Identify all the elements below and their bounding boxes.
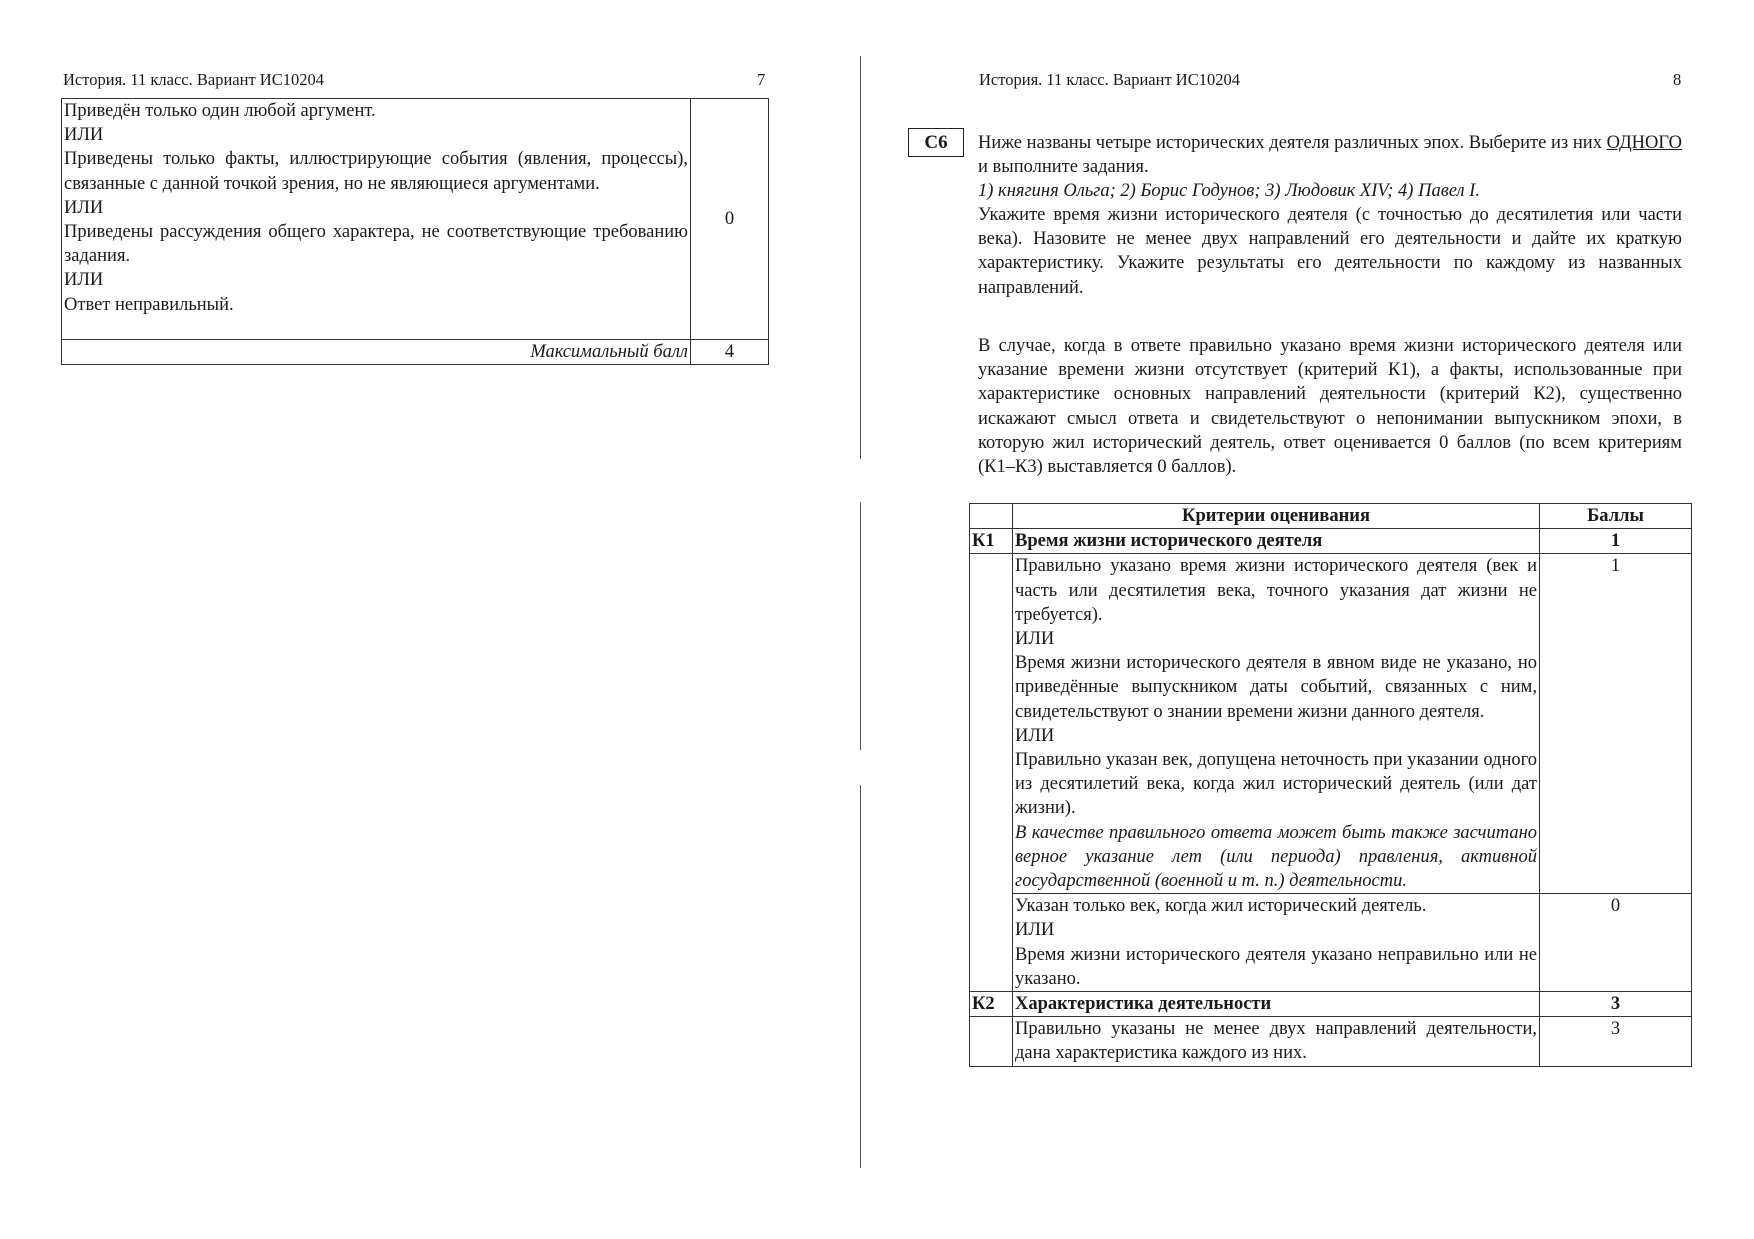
criteria-line: Приведён только один любой аргумент. bbox=[64, 101, 376, 121]
criteria-table bbox=[969, 503, 1692, 1067]
criterion-max: 1 bbox=[1540, 529, 1692, 554]
or-separator: ИЛИ bbox=[64, 197, 104, 218]
header-points: Баллы bbox=[1540, 504, 1692, 529]
criteria-line: Правильно указан век, допущена неточность при указании одного из десятилетий века, когда жил исторический деятель (или дат жизни). bbox=[1015, 750, 1537, 819]
task-intro-emphasis: ОДНОГО bbox=[1606, 133, 1682, 153]
task-intro-text: и выполните задания. bbox=[978, 157, 1149, 178]
criteria-cell bbox=[1013, 894, 1540, 992]
criteria-cell: Правильно указаны не менее двух направлений деятельности, дана характеристика каждого из них. bbox=[1013, 1017, 1540, 1066]
criteria-italic-note: В качестве правильного ответа может быть также засчитано верное указание лет (или периода) правления, активной государственной (военной и т. п.) деятельности. bbox=[1015, 822, 1537, 892]
criterion-code: К1 bbox=[970, 529, 1013, 554]
criterion-title: Характеристика деятельности bbox=[1013, 992, 1540, 1017]
criterion-max: 3 bbox=[1540, 992, 1692, 1017]
criteria-line: Ответ неправильный. bbox=[64, 294, 234, 315]
criteria-line: Время жизни исторического деятеля в явном виде не указано, но приведённые выпускником даты событий, связанных с ним, свидетельствуют о знании времени жизни данного деятеля. bbox=[1015, 653, 1537, 722]
criteria-line: Указан только век, когда жил исторический деятель. bbox=[1015, 896, 1427, 917]
right-page-header: История. 11 класс. Вариант ИС10204 bbox=[979, 70, 1240, 89]
left-page-number: 7 bbox=[757, 70, 766, 89]
max-score-label: Максимальный балл bbox=[62, 340, 691, 365]
page-divider bbox=[860, 785, 861, 1168]
empty-code-cell bbox=[970, 1017, 1013, 1066]
left-page-header: История. 11 класс. Вариант ИС10204 bbox=[63, 70, 324, 89]
header-code-cell bbox=[970, 504, 1013, 529]
page-divider bbox=[860, 56, 861, 459]
figures-list: 1) княгиня Ольга; 2) Борис Годунов; 3) Людовик XIV; 4) Павел I. bbox=[978, 181, 1480, 201]
score-cell: 0 bbox=[691, 99, 769, 340]
task-instruction: Укажите время жизни исторического деятеля (с точностью до десятилетия или части века). Назовите не менее двух направлений его деятельности и дайте их краткую характеристику. Укажите результаты его деятельности по каждому из названных направлений. bbox=[978, 205, 1682, 298]
criterion-code: К2 bbox=[970, 992, 1013, 1017]
criteria-cell bbox=[1013, 554, 1540, 894]
criterion-row bbox=[970, 529, 1692, 554]
table-row bbox=[970, 1017, 1692, 1066]
task-label: С6 bbox=[908, 128, 964, 157]
or-separator: ИЛИ bbox=[1015, 629, 1055, 650]
header-criteria: Критерии оценивания bbox=[1013, 504, 1540, 529]
left-criteria-table bbox=[61, 98, 769, 365]
or-separator: ИЛИ bbox=[64, 270, 104, 291]
or-separator: ИЛИ bbox=[64, 125, 104, 146]
table-row bbox=[62, 340, 769, 365]
criterion-title: Время жизни исторического деятеля bbox=[1013, 529, 1540, 554]
table-row bbox=[62, 99, 769, 340]
grading-note: В случае, когда в ответе правильно указано время жизни исторического деятеля или указание времени жизни отсутствует (критерий К1), а факты, использованные при характеристике основных направлений деятельности (критерий К2), существенно искажают смысл ответа и свидетельствуют о непонимании выпускником эпохи, в которую жил исторический деятель, ответ оценивается 0 баллов (по всем критериям (К1–К3) выставляется 0 баллов). bbox=[978, 336, 1682, 478]
score-cell: 3 bbox=[1540, 1017, 1692, 1066]
task-intro bbox=[978, 131, 1682, 179]
max-score-value: 4 bbox=[691, 340, 769, 365]
criteria-cell bbox=[62, 99, 691, 340]
task-intro-text: Ниже названы четыре исторических деятеля различных эпох. Выберите из них bbox=[978, 133, 1602, 153]
table-header-row bbox=[970, 504, 1692, 529]
or-separator: ИЛИ bbox=[1015, 725, 1055, 746]
criteria-line: Приведены только факты, иллюстрирующие события (явления, процессы), связанные с данной точкой зрения, но не являющиеся аргументами. bbox=[64, 149, 688, 194]
empty-code-cell bbox=[970, 554, 1013, 992]
or-separator: ИЛИ bbox=[1015, 920, 1055, 941]
page-divider bbox=[860, 502, 861, 750]
right-page-number: 8 bbox=[1673, 70, 1682, 89]
criteria-line: Время жизни исторического деятеля указано неправильно или не указано. bbox=[1015, 944, 1537, 989]
score-cell: 0 bbox=[1540, 894, 1692, 992]
score-cell: 1 bbox=[1540, 554, 1692, 894]
table-row bbox=[970, 894, 1692, 992]
criteria-line: Приведены рассуждения общего характера, не соответствующие требованию задания. bbox=[64, 222, 688, 267]
criterion-row bbox=[970, 992, 1692, 1017]
criteria-line: Правильно указано время жизни исторического деятеля (век и часть или десятилетия века, точного указания дат жизни не требуется). bbox=[1015, 556, 1537, 625]
table-row bbox=[970, 554, 1692, 894]
